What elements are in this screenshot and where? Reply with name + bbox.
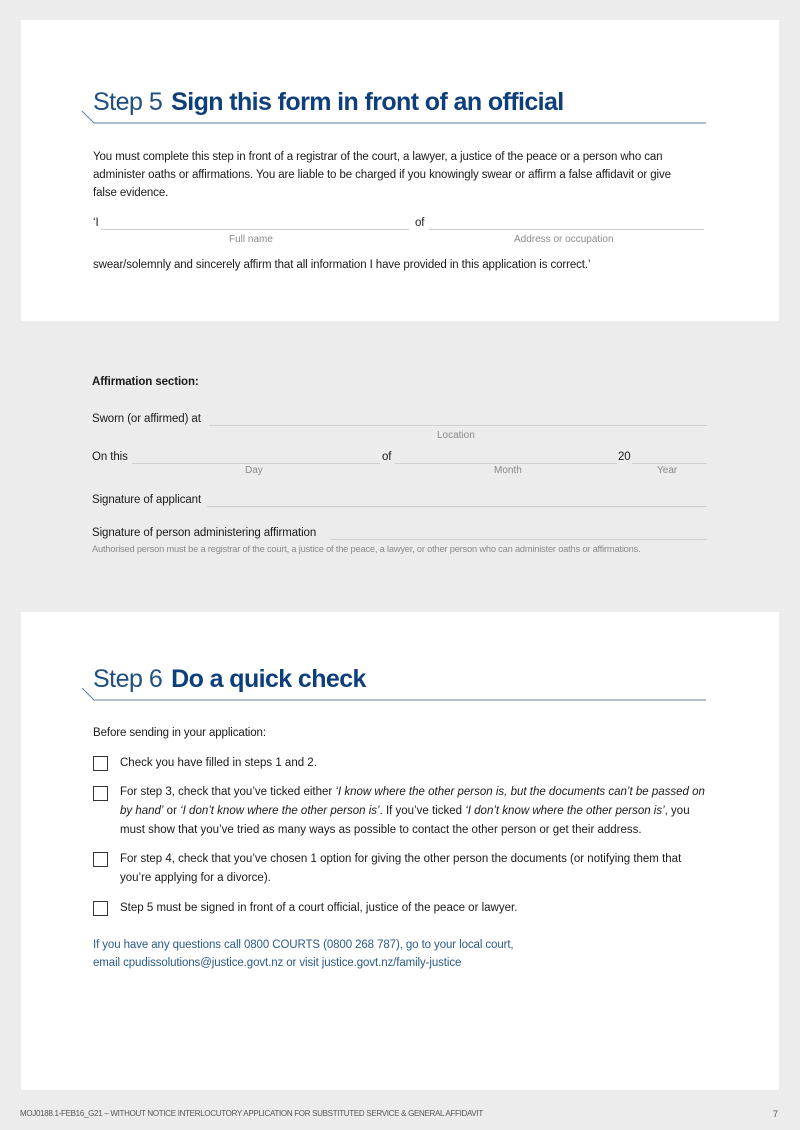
day-caption: Day [245, 465, 263, 476]
full-name-caption: Full name [229, 234, 273, 245]
text-segment: or [163, 805, 181, 817]
oath-statement: swear/solemnly and sincerely affirm that all information I have provided in this application is correct.’ [93, 259, 591, 271]
location-caption: Location [437, 430, 475, 441]
address-caption: Address or occupation [514, 234, 614, 245]
check-item: Step 5 must be signed in front of a court official, justice of the peace or lawyer. [120, 902, 518, 914]
check-intro: Before sending in your application: [93, 727, 266, 739]
month-caption: Month [494, 465, 522, 476]
checkbox-step-3[interactable] [93, 786, 108, 801]
check-item: For step 4, check that you’ve chosen 1 option for giving the other person the documents (or notifying them that you’re applying for a divorce). [120, 853, 682, 884]
text-segment: , you must show that you’ve tried as many ways as possible to contact the other person or get their address. [120, 805, 690, 836]
intro-line: You must complete this step in front of a registrar of the court, a lawyer, a justice of the peace or a person who can [93, 151, 663, 163]
signature-official-label: Signature of person administering affirmation [92, 527, 317, 539]
text-segment: ‘I know where the other person is, but the documents can’t be passed on by hand’ [120, 786, 705, 817]
contact-info: If you have any questions call 0800 COURTS (0800 268 787), go to your local court, [93, 939, 514, 951]
check-item: Check you have filled in steps 1 and 2. [120, 757, 317, 769]
authorised-person-note: Authorised person must be a registrar of the court, a justice of the peace, a lawyer, or other person who can administer oaths or affirmations. [92, 544, 641, 554]
month-field[interactable] [395, 463, 617, 464]
step6-heading [93, 665, 366, 694]
oath-i-label: ‘I [93, 217, 99, 229]
affirmation-heading: Affirmation section: [92, 376, 199, 388]
check-item [120, 783, 710, 840]
text-segment: . If you’ve ticked [379, 805, 466, 817]
signature-official-field[interactable] [330, 539, 707, 540]
text-segment: ‘I don’t know where the other person is’ [180, 805, 380, 817]
step-number: Step 5 [93, 88, 163, 116]
footer-doc-code: MOJ0188.1-FEB16_G21 – WITHOUT NOTICE INTERLOCUTORY APPLICATION FOR SUBSTITUTED SERVICE & GENERAL AFFIDAVIT [20, 1109, 483, 1118]
year-prefix: 20 [618, 451, 631, 463]
step-title: Do a quick check [171, 665, 366, 693]
sworn-at-label: Sworn (or affirmed) at [92, 413, 201, 425]
day-field[interactable] [132, 463, 380, 464]
full-name-field[interactable] [101, 229, 409, 230]
checkbox-step-4[interactable] [93, 852, 108, 867]
text-segment: ‘I don’t know where the other person is’ [465, 805, 665, 817]
checkbox-step-5[interactable] [93, 901, 108, 916]
location-field[interactable] [209, 425, 707, 426]
oath-of-label: of [415, 217, 425, 229]
on-this-label: On this [92, 451, 128, 463]
step-title: Sign this form in front of an official [171, 88, 564, 116]
signature-applicant-field[interactable] [207, 506, 707, 507]
checkbox-steps-1-2[interactable] [93, 756, 108, 771]
year-caption: Year [657, 465, 678, 476]
year-field[interactable] [632, 463, 707, 464]
of-label: of [382, 451, 392, 463]
page-number: 7 [773, 1109, 779, 1119]
intro-line: administer oaths or affirmations. You are liable to be charged if you knowingly swear or affirm a false affidavit or give [93, 169, 671, 181]
signature-applicant-label: Signature of applicant [92, 494, 202, 506]
step-number: Step 6 [93, 665, 163, 693]
intro-line: false evidence. [93, 187, 169, 199]
text-segment: For step 3, check that you’ve ticked either [120, 786, 336, 798]
contact-info: email cpudissolutions@justice.govt.nz or visit justice.govt.nz/family-justice [93, 957, 462, 969]
address-occupation-field[interactable] [429, 229, 704, 230]
